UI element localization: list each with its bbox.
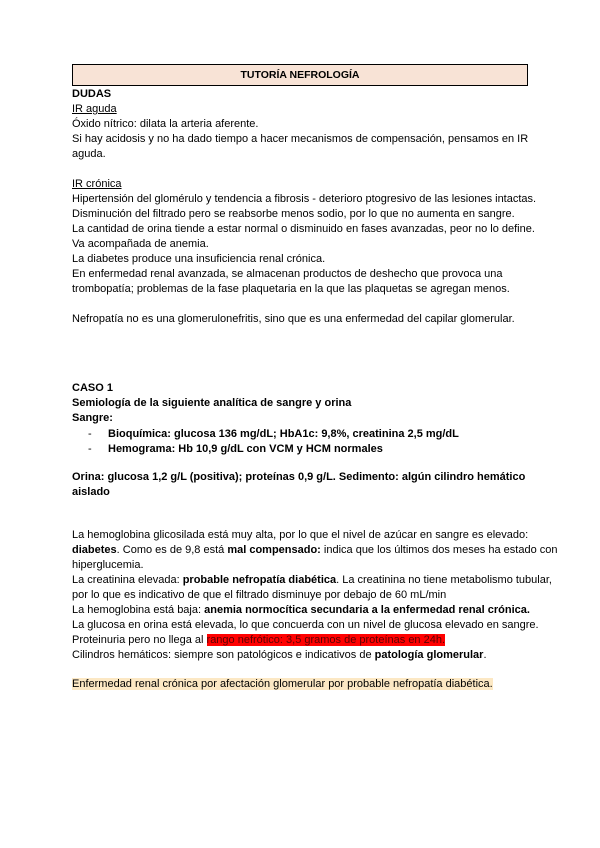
analysis-line: La glucosa en orina está elevada, lo que concuerda con un nivel de glucosa elevado en sangre. [72,619,539,631]
ir-cronica-line: Disminución del filtrado pero se reabsorbe menos sodio, por lo que no aumenta en sangre. [72,208,515,220]
ir-cronica-line: La cantidad de orina tiende a estar normal o disminuido en fases avanzadas, peor no lo define. [72,223,535,235]
dudas-heading: DUDAS [72,88,112,100]
analysis-text: indica que los últimos dos meses ha estado con [320,544,558,556]
bullet-dash: - [88,428,92,440]
page-title: TUTORÍA NEFROLOGÍA [72,64,528,86]
patologia-glomerular-term: patología glomerular [374,649,484,661]
caso-heading: CASO 1 [72,382,113,394]
nefropatia-note: Nefropatía no es una glomerulonefritis, sino que es una enfermedad del capilar glomerular. [72,313,515,325]
bullet-bioquimica: Bioquímica: glucosa 136 mg/dL; HbA1c: 9,8%, creatinina 2,5 mg/dL [108,428,459,440]
ir-aguda-line: aguda. [72,148,106,160]
ir-aguda-line: Óxido nítrico: dilata la arteria aferente. [72,118,259,130]
rango-nefrotico-highlight: rango nefrótico: 3,5 gramos de proteínas en 24h. [206,634,446,646]
orina-line: aislado [72,486,110,498]
nefropatia-term: probable nefropatía diabética [182,574,337,586]
analysis-text: . [483,649,487,661]
conclusion-highlight: Enfermedad renal crónica por afectación glomerular por probable nefropatía diabética. [72,678,493,690]
analysis-line [72,573,552,588]
analysis-line [72,603,530,618]
ir-cronica-heading: IR crónica [72,178,122,190]
analysis-text: . Como es de 9,8 está [116,544,228,556]
bullet-dash: - [88,443,92,455]
analysis-line [72,633,445,648]
mal-compensado-term: mal compensado: [227,544,321,556]
ir-aguda-line: Si hay acidosis y no ha dado tiempo a hacer mecanismos de compensación, pensamos en IR [72,133,529,145]
analysis-text: Proteinuria pero no llega al [72,634,207,646]
sangre-label: Sangre: [72,412,113,424]
analysis-line: hiperglucemia. [72,559,144,571]
ir-cronica-line: Hipertensión del glomérulo y tendencia a fibrosis - deterioro ptogresivo de las lesiones intactas. [72,193,537,205]
ir-aguda-heading: IR aguda [72,103,117,115]
diabetes-term: diabetes [72,544,117,556]
ir-cronica-line: Va acompañada de anemia. [72,238,209,250]
analysis-text: La hemoglobina está baja: [72,604,205,616]
orina-line: Orina: glucosa 1,2 g/L (positiva); proteínas 0,9 g/L. Sedimento: algún cilindro hemático [72,471,526,483]
analysis-line: por lo que es indicativo de que el filtrado disminuye por debajo de 60 mL/min [72,589,447,601]
ir-cronica-line: trombopatía; problemas de la fase plaquetaria en la que las plaquetas se agregan menos. [72,283,510,295]
anemia-term: anemia normocítica secundaria a la enfermedad renal crónica. [204,604,530,616]
analysis-text: Cilindros hemáticos: siempre son patológicos e indicativos de [72,649,375,661]
analysis-text: . La creatinina no tiene metabolismo tubular, [336,574,552,586]
analysis-line [72,543,557,558]
analysis-text: La creatinina elevada: [72,574,183,586]
ir-cronica-line: La diabetes produce una insuficiencia renal crónica. [72,253,326,265]
bullet-hemograma: Hemograma: Hb 10,9 g/dL con VCM y HCM normales [108,443,383,455]
conclusion [72,677,493,692]
caso-subheading: Semiología de la siguiente analítica de sangre y orina [72,397,352,409]
ir-cronica-line: En enfermedad renal avanzada, se almacenan productos de deshecho que provoca una [72,268,503,280]
analysis-line: La hemoglobina glicosilada está muy alta, por lo que el nivel de azúcar en sangre es elevado: [72,529,529,541]
analysis-line [72,648,487,663]
